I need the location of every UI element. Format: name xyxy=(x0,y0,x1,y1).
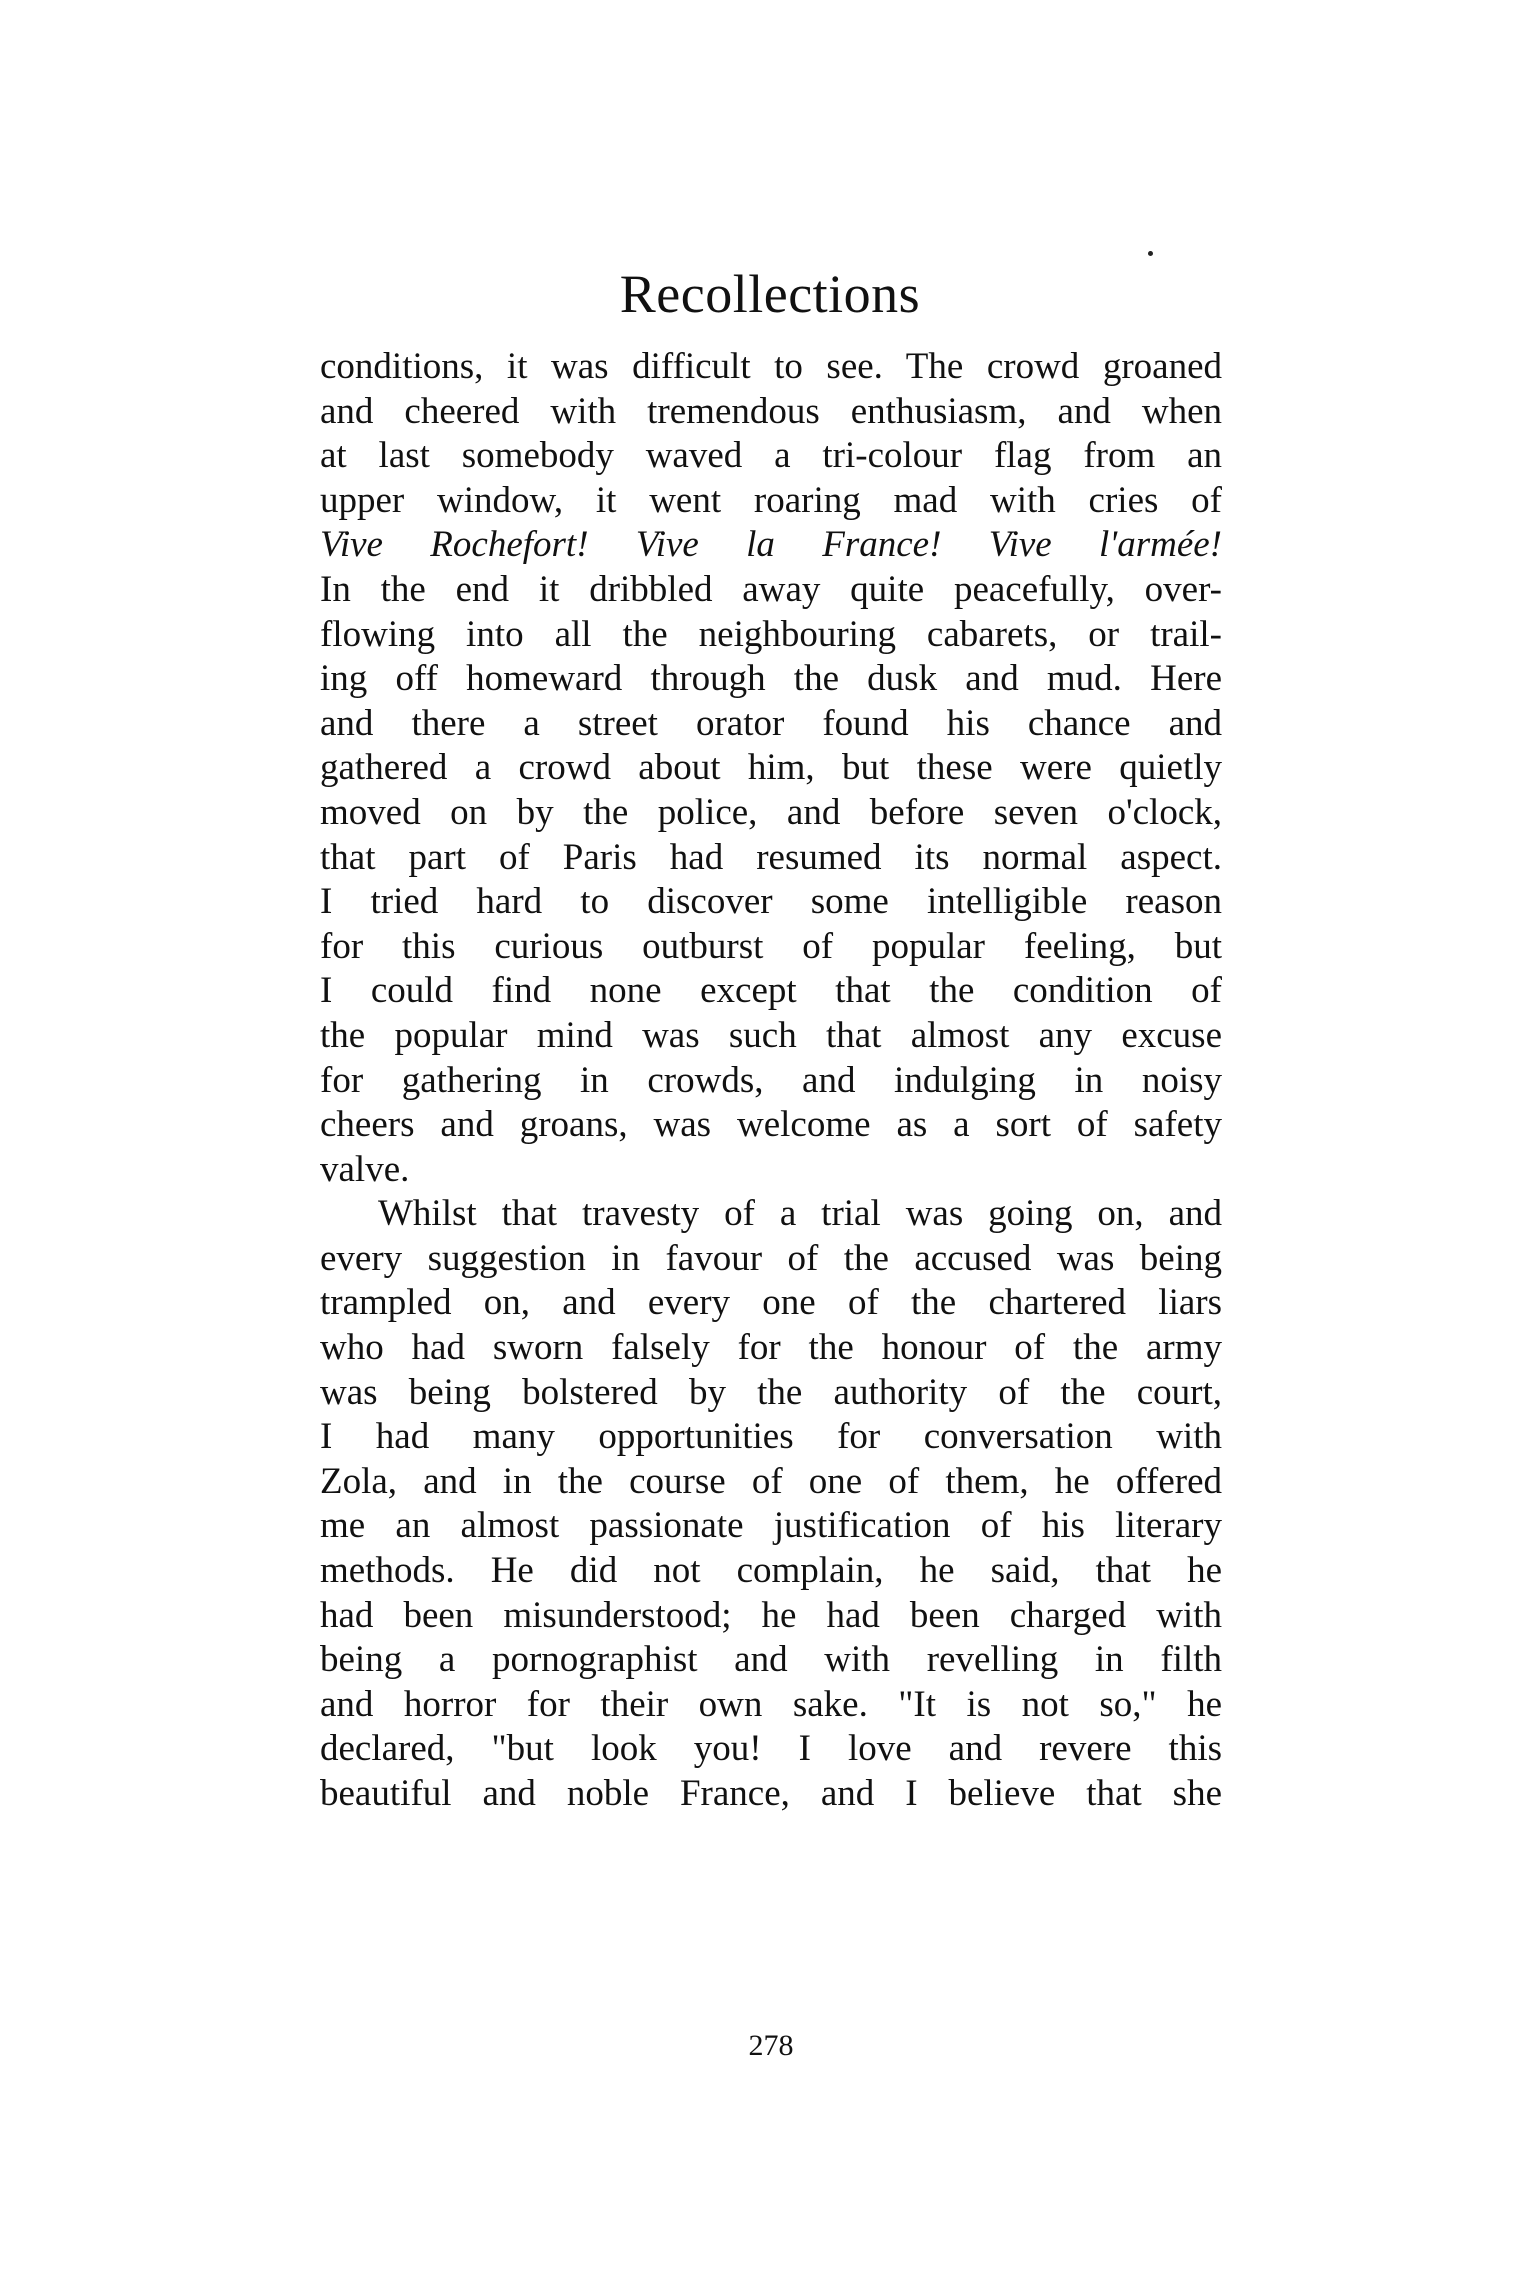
text-line: at last somebody waved a tri-colour flag from an xyxy=(320,435,1222,477)
print-speck xyxy=(1148,251,1153,256)
text-line: who had sworn falsely for the honour of the army xyxy=(320,1327,1222,1369)
page-number: 278 xyxy=(748,2029,794,2062)
text-line-italic: Vive Rochefort! Vive la France! Vive l'armée! xyxy=(320,524,1222,566)
text-line: every suggestion in favour of the accused was being xyxy=(320,1237,1222,1279)
text-line: conditions, it was difficult to see. The crowd groaned xyxy=(320,346,1222,387)
text-line: upper window, it went roaring mad with cries of xyxy=(320,479,1222,521)
text-line: declared, "but look you! I love and revere this xyxy=(320,1728,1222,1770)
text-line: had been misunderstood; he had been charged with xyxy=(320,1594,1222,1636)
text-line: beautiful and noble France, and I believe that she xyxy=(320,1773,1222,1814)
text-line: me an almost passionate justification of his literary xyxy=(320,1505,1222,1547)
text-line: flowing into all the neighbouring cabarets, or trail- xyxy=(320,613,1222,655)
text-line: and cheered with tremendous enthusiasm, and when xyxy=(320,390,1222,432)
text-line: valve. xyxy=(320,1148,410,1190)
running-head: Recollections xyxy=(619,264,921,324)
text-line: In the end it dribbled away quite peacefully, over- xyxy=(320,568,1222,610)
text-line: and there a street orator found his chance and xyxy=(320,702,1222,744)
paragraph xyxy=(320,345,1222,1192)
text-line: ing off homeward through the dusk and mud. Here xyxy=(320,658,1222,700)
text-line: the popular mind was such that almost any excuse xyxy=(320,1014,1222,1056)
text-line: I had many opportunities for conversation with xyxy=(320,1416,1222,1458)
text-line: cheers and groans, was welcome as a sort of safety xyxy=(320,1104,1222,1146)
text-line: for this curious outburst of popular feeling, but xyxy=(320,925,1222,967)
text-line: and horror for their own sake. "It is not so," he xyxy=(320,1683,1222,1725)
text-line: moved on by the police, and before seven o'clock, xyxy=(320,791,1222,833)
text-line: I could find none except that the condition of xyxy=(320,970,1222,1012)
text-line: methods. He did not complain, he said, that he xyxy=(320,1550,1222,1592)
text-line: for gathering in crowds, and indulging in noisy xyxy=(320,1059,1222,1101)
text-line: that part of Paris had resumed its normal aspect. xyxy=(320,836,1222,878)
body-text xyxy=(320,345,1222,1817)
text-line: trampled on, and every one of the chartered liars xyxy=(320,1282,1222,1324)
text-line: gathered a crowd about him, but these were quietly xyxy=(320,747,1222,789)
text-line: was being bolstered by the authority of the court, xyxy=(320,1371,1222,1413)
paragraph xyxy=(320,1192,1222,1816)
text-line: Whilst that travesty of a trial was going on, and xyxy=(378,1193,1222,1235)
text-line: I tried hard to discover some intelligible reason xyxy=(320,881,1222,923)
text-line: being a pornographist and with revelling in filth xyxy=(320,1639,1222,1681)
text-line: Zola, and in the course of one of them, he offered xyxy=(320,1460,1222,1502)
